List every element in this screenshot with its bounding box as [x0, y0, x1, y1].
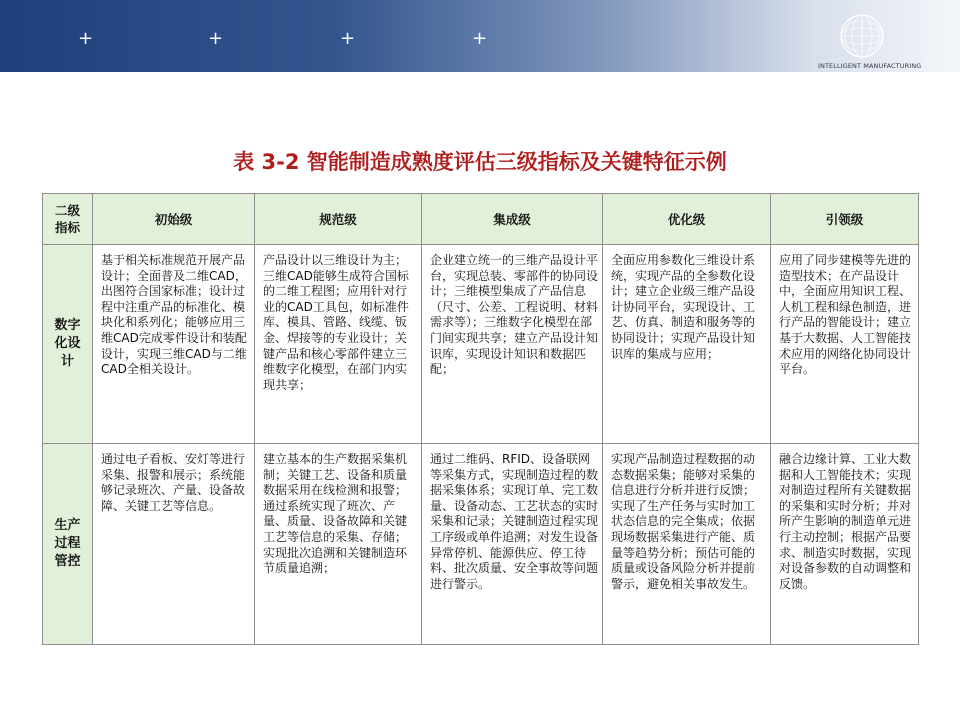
table-cell: 通过电子看板、安灯等进行采集、报警和展示；系统能够记录班次、产量、设备故障、关键工艺等信息。	[93, 444, 255, 645]
plus-decoration: +	[208, 28, 224, 49]
column-header: 优化级	[603, 194, 771, 245]
row-label	[43, 444, 93, 645]
table-header-row	[43, 194, 919, 245]
column-header: 引领级	[771, 194, 919, 245]
table-row	[43, 444, 919, 645]
table-cell: 通过二维码、RFID、设备联网等采集方式，实现制造过程的数据采集体系；实现订单、完工数量、设备动态、工艺状态的实时采集和记录；关键制造过程实现工序级或单件追溯；对发生设备异常停机、能源供应、停工待料、批次质量、安全事故等问题进行警示。	[422, 444, 603, 645]
table-cell: 应用了同步建模等先进的造型技术；在产品设计中，全面应用知识工程、人机工程和绿色制造，进行产品的智能设计；建立基于大数据、人工智能技术应用的网络化协同设计平台。	[771, 245, 919, 444]
table-cell: 建立基本的生产数据采集机制；关键工艺、设备和质量数据采用在线检测和报警；通过系统实现了班次、产量、质量、设备故障和关键工艺等信息的采集、存储；实现批次追溯和关键制造环节质量追溯；	[255, 444, 422, 645]
table-cell: 企业建立统一的三维产品设计平台，实现总装、零部件的协同设计；三维模型集成了产品信息（尺寸、公差、工程说明、材料需求等）；三维数字化模型在部门间实现共享；建立产品设计知识库，实现设计知识和数据匹配；	[422, 245, 603, 444]
plus-decoration: +	[340, 28, 356, 49]
table-cell: 融合边缘计算、工业大数据和人工智能技术；实现对制造过程所有关键数据的采集和实时分析；并对所产生影响的制造单元进行主动控制；根据产品要求、制造实时数据，实现对设备参数的自动调整和反馈。	[771, 444, 919, 645]
row-label-text: 数字 化设 计	[54, 318, 81, 369]
plus-decoration: +	[78, 28, 94, 49]
plus-decoration: +	[472, 28, 488, 49]
row-label-text: 生产 过程 管控	[54, 518, 81, 569]
table-cell: 基于相关标准规范开展产品设计；全面普及二维CAD，出图符合国家标准；设计过程中注重产品的标准化、模块化和系列化；能够应用三维CAD完成零件设计和装配设计，实现三维CAD与二维CAD全相关设计。	[93, 245, 255, 444]
table-cell: 产品设计以三维设计为主；三维CAD能够生成符合国标的二维工程图；应用针对行业的CAD工具包，如标准件库、模具、管路、线缆、钣金、焊接等的专业设计；关键产品和核心零部件建立三维数字化模型，在部门内实现共享；	[255, 245, 422, 444]
column-header: 集成级	[422, 194, 603, 245]
globe-logo-icon	[838, 12, 886, 60]
column-header: 初始级	[93, 194, 255, 245]
header-banner	[0, 0, 960, 72]
maturity-table	[42, 193, 919, 645]
table-row	[43, 245, 919, 444]
header-line: 二级 指标	[54, 203, 80, 235]
page-title: 表 3-2 智能制造成熟度评估三级指标及关键特征示例	[233, 150, 727, 174]
table-cell: 实现产品制造过程数据的动态数据采集；能够对采集的信息进行分析并进行反馈；实现了生产任务与实时加工状态信息的完全集成；依据现场数据采集进行产能、质量等趋势分析；预估可能的质量或设备风险分析并提前警示，避免相关事故发生。	[603, 444, 771, 645]
brand-text: INTELLIGENT MANUFACTURING	[818, 62, 922, 70]
column-header: 规范级	[255, 194, 422, 245]
table-cell: 全面应用参数化三维设计系统，实现产品的全参数化设计；建立企业级三维产品设计协同平台，实现设计、工艺、仿真、制造和服务等的协同设计；实现产品设计知识库的集成与应用；	[603, 245, 771, 444]
column-header	[43, 194, 93, 245]
row-label	[43, 245, 93, 444]
